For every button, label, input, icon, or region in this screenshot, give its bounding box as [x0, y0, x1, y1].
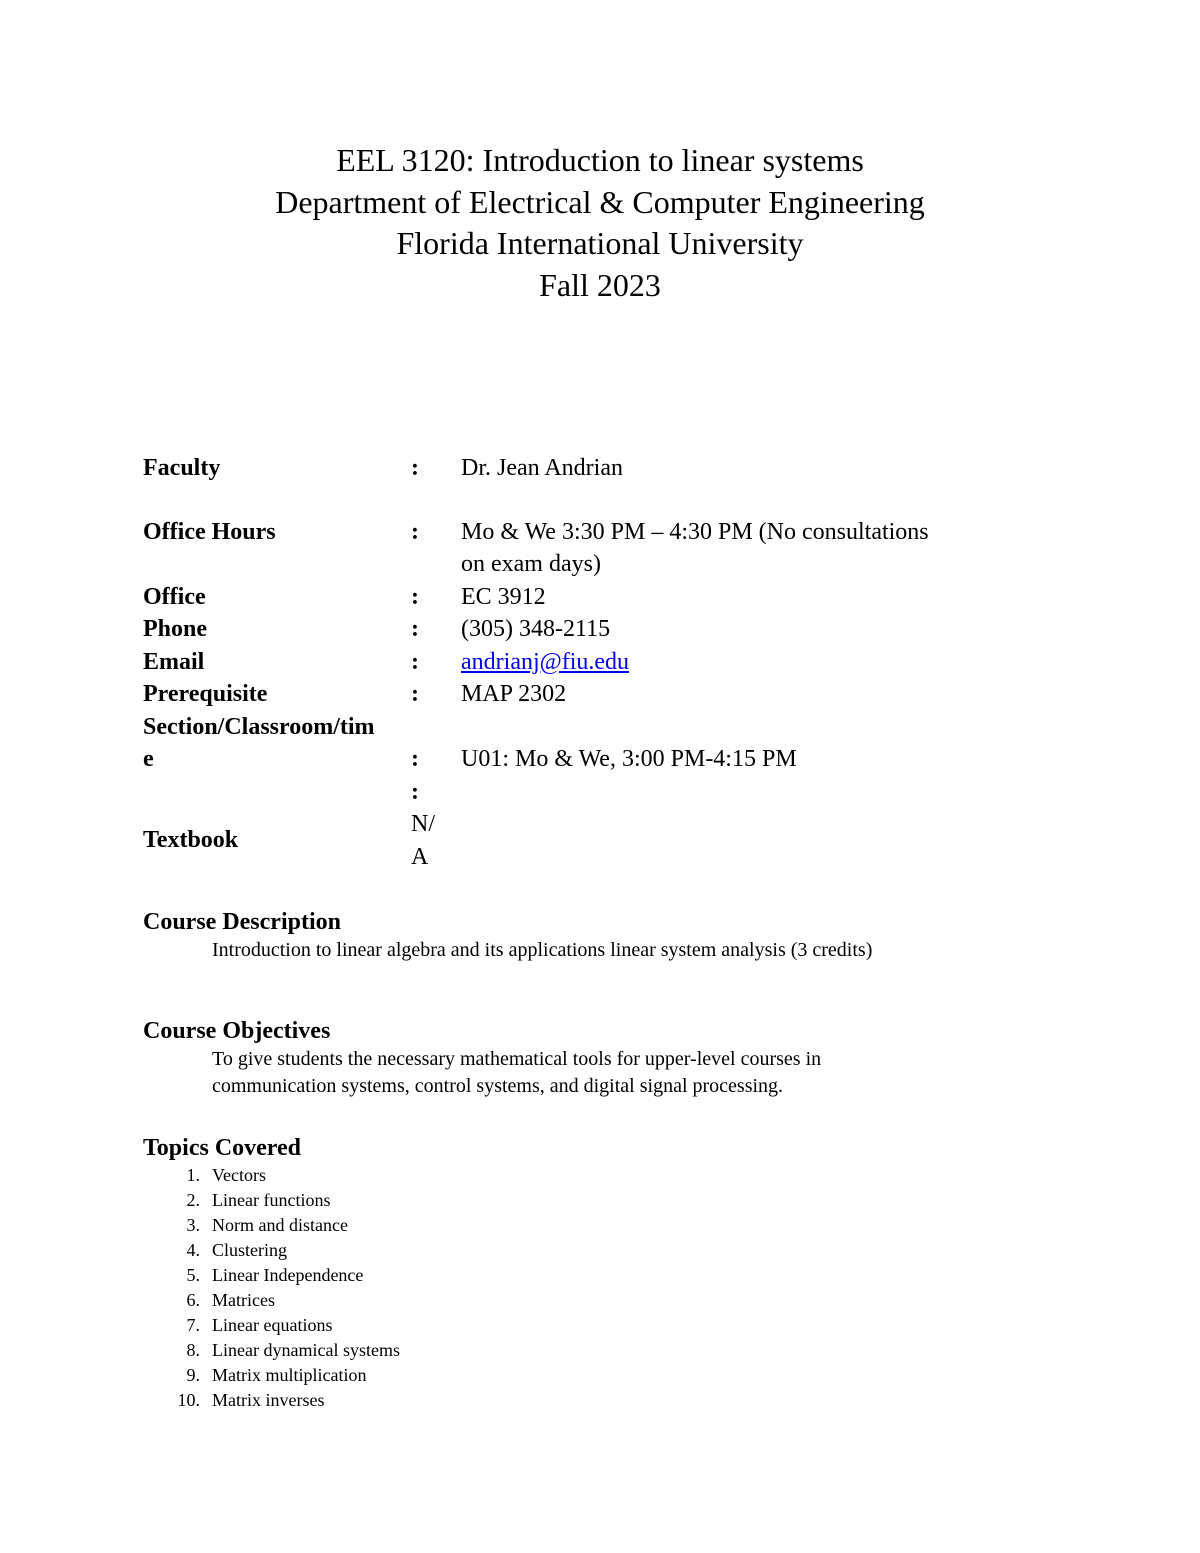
list-item: 2. Linear functions — [186, 1190, 331, 1210]
topics-list — [143, 1163, 1043, 1413]
phone-value: (305) 348-2115 — [461, 616, 611, 642]
list-item: 4. Clustering — [186, 1240, 287, 1260]
faculty-colon: : — [411, 455, 419, 481]
textbook-row — [143, 776, 1023, 874]
faculty-row — [143, 452, 1023, 485]
list-item: 8. Linear dynamical systems — [186, 1340, 400, 1360]
textbook-value-line1: N/ — [411, 811, 435, 837]
course-objectives-title: Course Objectives — [143, 1018, 331, 1044]
course-description-section — [143, 907, 1043, 964]
list-item: 6. Matrices — [186, 1290, 275, 1310]
textbook-colon: : — [411, 778, 419, 805]
office-hours-label: Office Hours — [143, 518, 276, 545]
phone-colon: : — [411, 616, 419, 642]
list-item: 9. Matrix multiplication — [186, 1365, 367, 1385]
document-header — [0, 140, 1200, 306]
prerequisite-row — [143, 678, 1023, 711]
office-colon: : — [411, 583, 419, 610]
course-objectives-line1: To give students the necessary mathematical tools for upper-level courses in — [212, 1048, 822, 1070]
department-name: Department of Electrical & Computer Engineering — [275, 183, 925, 220]
section-value: U01: Mo & We, 3:00 PM-4:15 PM — [461, 746, 797, 772]
email-row — [143, 646, 1023, 679]
course-objectives-line2: communication systems, control systems, and digital signal processing. — [212, 1075, 784, 1097]
office-value: EC 3912 — [461, 583, 546, 610]
office-hours-colon: : — [411, 518, 419, 545]
office-hours-row — [143, 516, 1023, 581]
course-info-block — [143, 452, 1023, 873]
topics-covered-section — [143, 1133, 1043, 1413]
section-label — [143, 711, 411, 776]
email-label: Email — [143, 648, 205, 675]
section-colon: : — [411, 746, 419, 772]
list-item: 5. Linear Independence — [186, 1265, 364, 1285]
prerequisite-label: Prerequisite — [143, 681, 268, 707]
office-hours-value-line1: Mo & We 3:30 PM – 4:30 PM (No consultations — [461, 518, 929, 545]
phone-label: Phone — [143, 616, 208, 642]
university-name: Florida International University — [396, 225, 804, 261]
section-label-line2: e — [143, 746, 154, 772]
office-hours-value-line2: on exam days) — [461, 551, 601, 577]
faculty-label: Faculty — [143, 455, 221, 481]
textbook-label: Textbook — [143, 826, 239, 853]
section-label-line1: Section/Classroom/tim — [143, 713, 375, 740]
office-row — [143, 581, 1023, 614]
term: Fall 2023 — [539, 266, 661, 303]
topics-covered-title: Topics Covered — [143, 1135, 302, 1161]
prerequisite-value: MAP 2302 — [461, 681, 567, 707]
textbook-value-line2: A — [411, 843, 429, 870]
office-label: Office — [143, 583, 206, 610]
course-description-title: Course Description — [143, 909, 341, 935]
prerequisite-colon: : — [411, 681, 419, 707]
course-title: EEL 3120: Introduction to linear systems — [336, 142, 864, 178]
phone-row — [143, 613, 1023, 646]
course-objectives-section — [143, 1016, 1043, 1100]
section-row — [143, 711, 1023, 776]
course-description-body: Introduction to linear algebra and its applications linear system analysis (3 credits) — [212, 939, 873, 961]
list-item: 7. Linear equations — [186, 1315, 333, 1335]
list-item: 1. Vectors — [186, 1165, 266, 1185]
list-item: 10. Matrix inverses — [177, 1390, 325, 1410]
faculty-value: Dr. Jean Andrian — [461, 455, 623, 481]
office-hours-value — [461, 516, 1023, 581]
list-item: 3. Norm and distance — [186, 1215, 348, 1235]
email-link[interactable]: andrianj@fiu.edu — [461, 648, 630, 675]
email-colon: : — [411, 648, 419, 675]
